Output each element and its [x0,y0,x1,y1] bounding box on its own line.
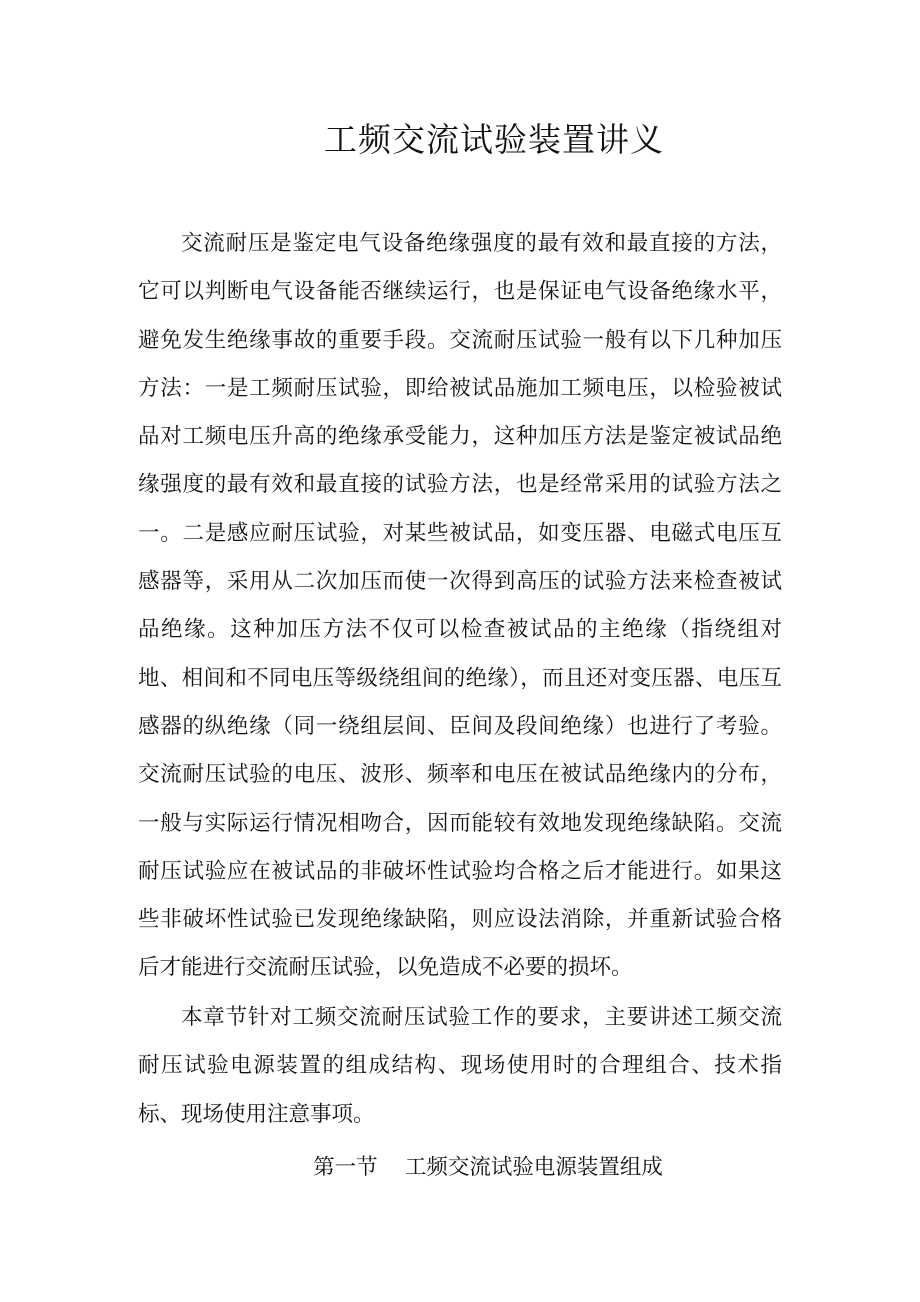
intro-paragraph: 交流耐压是鉴定电气设备绝缘强度的最有效和最直接的方法，它可以判断电气设备能否继续运行，也是保证电气设备绝缘水平，避免发生绝缘事故的重要手段。交流耐压试验一般有以下几种加压方法：一是工频耐压试验，即给被试品施加工频电压，以检验被试品对工频电压升高的绝缘承受能力，这种加压方法是鉴定被试品绝缘强度的最有效和最直接的试验方法，也是经常采用的试验方法之一。二是感应耐压试验，对某些被试品，如变压器、电磁式电压互感器等，采用从二次加压而使一次得到高压的试验方法来检查被试品绝缘。这种加压方法不仅可以检查被试品的主绝缘（指绕组对地、相间和不同电压等级绕组间的绝缘），而且还对变压器、电压互感器的纵绝缘（同一绕组层间、臣间及段间绝缘）也进行了考验。交流耐压试验的电压、波形、频率和电压在被试品绝缘内的分布，一般与实际运行情况相吻合，因而能较有效地发现绝缘缺陷。交流耐压试验应在被试品的非破坏性试验均合格之后才能进行。如果这些非破坏性试验已发现绝缘缺陷，则应设法消除，并重新试验合格后才能进行交流耐压试验，以免造成不必要的损坏。 [138,231,782,981]
chapter-summary-paragraph: 本章节针对工频交流耐压试验工作的要求，主要讲述工频交流耐压试验电源装置的组成结构、现场使用时的合理组合、技术指标、现场使用注意事项。 [138,1005,782,1127]
section-heading: 第一节 工频交流试验电源装置组成 [313,1155,663,1180]
document-title: 工频交流试验装置讲义 [324,120,664,159]
